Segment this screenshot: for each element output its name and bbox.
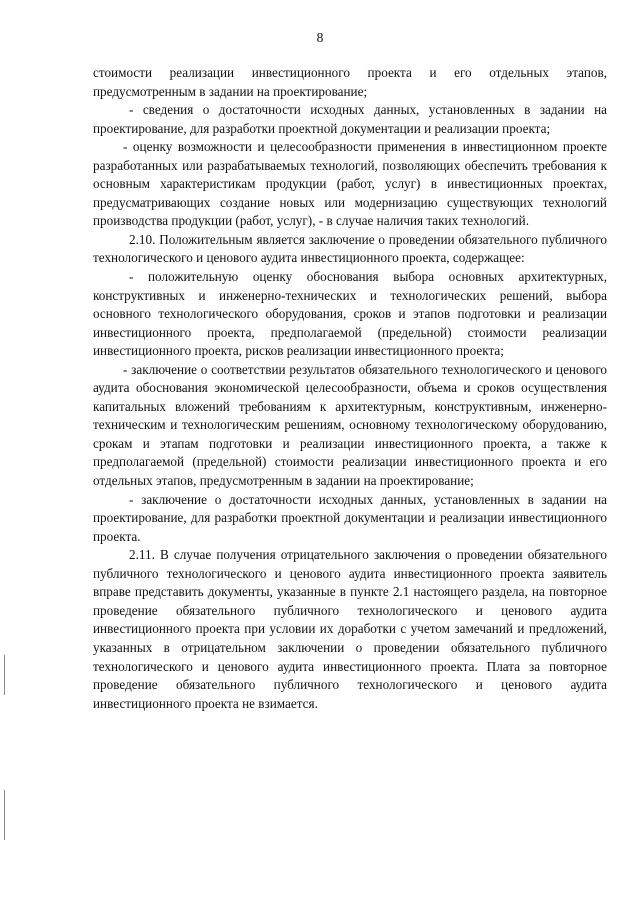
paragraph-section-2-11: 2.11. В случае получения отрицательного заключения о проведении обязательного публичного технологического и ценового аудита инвестиционного проекта заявитель вправе представить документы, указанные в пункте 2.1 настоящего раздела, на повторное проведение обязательного публичного технологического и ценового аудита инвестиционного проекта при условии их доработки с учетом замечаний и предложений, указанных в отрицательном заключении о проведении обязательного публичного технологического и ценового аудита инвестиционного проекта. Плата за повторное проведение обязательного публичного технологического и ценового аудита инвестиционного проекта не взимается. xyxy=(93,547,607,711)
document-body xyxy=(93,64,607,713)
scan-margin-line xyxy=(4,790,5,840)
paragraph-positive-assessment: - положительную оценку обоснования выбора основных архитектурных, конструктивных и инженерно-технических и технологических решений, выбора основного технологического оборудования, сроков и этапов подготовки и реализации инвестиционного проекта, предполагаемой (предельной) стоимости реализации инвестиционного проекта, рисков реализации инвестиционного проекта; xyxy=(93,269,607,359)
paragraph-technology-assessment: - оценку возможности и целесообразности применения в инвестиционном проекте разработанных или разрабатываемых технологий, позволяющих обеспечить требования к основным характеристикам продукции (работ, услуг) в инвестиционных проектах, предусматривающих создание новых или модернизацию существующих технологий производства продукции (работ, услуг), - в случае наличия таких технологий. xyxy=(93,139,607,229)
paragraph-sufficiency-conclusion: - заключение о достаточности исходных данных, установленных в задании на проектирование, для разработки проектной документации и реализации инвестиционного проекта. xyxy=(93,491,607,544)
page-number: 8 xyxy=(316,30,324,45)
paragraph-conformity-conclusion: - заключение о соответствии результатов обязательного технологического и ценового аудита обоснования экономической целесообразности, объема и сроков осуществления капитальных вложений требованиям к архитектурным, конструктивным, инженерно-техническим и технологическим решениям, основному технологическому оборудованию, срокам и этапам подготовки и реализации инвестиционного проекта, а также к предполагаемой (предельной) стоимости реализации инвестиционного проекта и его отдельных этапов, предусмотренным в задании на проектирование; xyxy=(93,361,607,489)
paragraph-section-2-10: 2.10. Положительным является заключение о проведении обязательного публичного технологического и ценового аудита инвестиционного проекта, содержащее: xyxy=(93,231,607,266)
paragraph-data-sufficiency: - сведения о достаточности исходных данных, установленных в задании на проектирование, для разработки проектной документации и реализации проекта; xyxy=(93,102,607,136)
scan-margin-line xyxy=(4,655,5,695)
paragraph-continuation: стоимости реализации инвестиционного проекта и его отдельных этапов, предусмотренным в задании на проектирование; xyxy=(93,65,607,99)
